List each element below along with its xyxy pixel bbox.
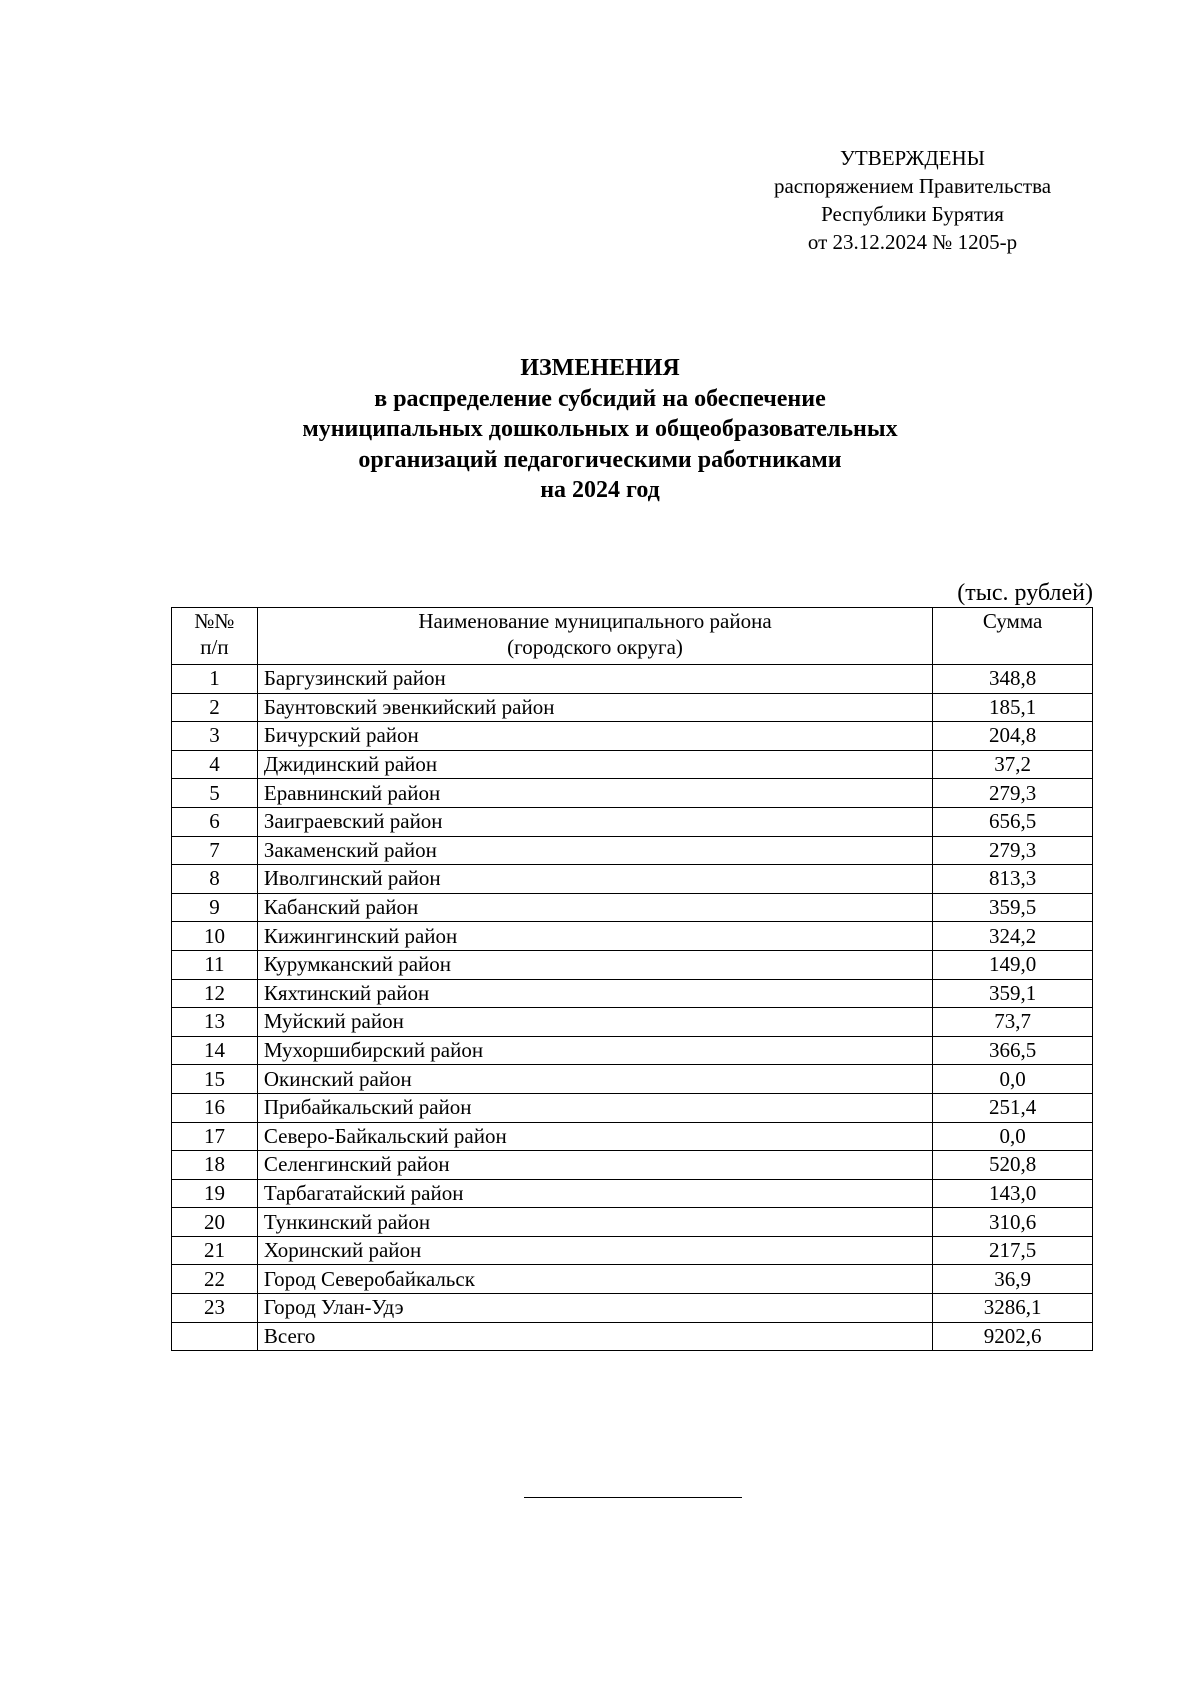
header-name-line: (городского округа) <box>507 635 683 659</box>
row-name: Кяхтинский район <box>257 979 932 1008</box>
row-name: Город Северобайкальск <box>257 1265 932 1294</box>
row-sum: 217,5 <box>933 1236 1093 1265</box>
row-number: 7 <box>172 836 258 865</box>
table-row <box>172 979 1093 1008</box>
header-number-line: №№ <box>194 609 235 633</box>
table-row <box>172 779 1093 808</box>
row-sum: 3286,1 <box>933 1294 1093 1323</box>
row-sum: 204,8 <box>933 722 1093 751</box>
table-row <box>172 750 1093 779</box>
table-row <box>172 722 1093 751</box>
title-line: ИЗМЕНЕНИЯ <box>520 355 680 381</box>
row-number: 4 <box>172 750 258 779</box>
row-number: 23 <box>172 1294 258 1323</box>
row-sum: 279,3 <box>933 779 1093 808</box>
table-row <box>172 1093 1093 1122</box>
approval-line: распоряжением Правительства <box>773 174 1052 198</box>
row-sum: 348,8 <box>933 665 1093 694</box>
row-number: 22 <box>172 1265 258 1294</box>
row-name: Прибайкальский район <box>257 1093 932 1122</box>
title-line: организаций педагогическими работниками <box>358 446 842 473</box>
row-name: Бичурский район <box>257 722 932 751</box>
row-name: Селенгинский район <box>257 1151 932 1180</box>
header-name-line: Наименование муниципального района <box>418 609 772 633</box>
row-name: Тункинский район <box>257 1208 932 1237</box>
row-name: Баргузинский район <box>257 665 932 694</box>
approval-line: УТВЕРЖДЕНЫ <box>840 146 985 170</box>
row-sum: 324,2 <box>933 922 1093 951</box>
row-sum: 0,0 <box>933 1122 1093 1151</box>
table-total-row <box>172 1322 1093 1351</box>
row-number: 21 <box>172 1236 258 1265</box>
table-row <box>172 922 1093 951</box>
row-number: 16 <box>172 1093 258 1122</box>
row-number: 5 <box>172 779 258 808</box>
row-name: Курумканский район <box>257 950 932 979</box>
row-sum: 251,4 <box>933 1093 1093 1122</box>
row-number: 19 <box>172 1179 258 1208</box>
row-sum: 143,0 <box>933 1179 1093 1208</box>
row-name: Всего <box>257 1322 932 1351</box>
row-sum: 359,5 <box>933 893 1093 922</box>
document-title <box>150 353 1050 506</box>
row-number: 17 <box>172 1122 258 1151</box>
table-row <box>172 1036 1093 1065</box>
table-row <box>172 693 1093 722</box>
table-row <box>172 1236 1093 1265</box>
row-number: 13 <box>172 1008 258 1037</box>
row-number: 18 <box>172 1151 258 1180</box>
approval-stamp <box>740 144 1085 256</box>
row-sum: 73,7 <box>933 1008 1093 1037</box>
row-number: 6 <box>172 807 258 836</box>
table-row <box>172 665 1093 694</box>
row-name: Хоринский район <box>257 1236 932 1265</box>
row-sum: 359,1 <box>933 979 1093 1008</box>
subsidy-table <box>171 607 1093 1351</box>
row-name: Муйский район <box>257 1008 932 1037</box>
row-number: 2 <box>172 693 258 722</box>
row-sum: 0,0 <box>933 1065 1093 1094</box>
table-body <box>172 665 1093 1351</box>
table-row <box>172 1065 1093 1094</box>
header-name <box>257 608 932 665</box>
row-name: Тарбагатайский район <box>257 1179 932 1208</box>
table-row <box>172 893 1093 922</box>
row-sum: 37,2 <box>933 750 1093 779</box>
row-sum: 813,3 <box>933 865 1093 894</box>
row-sum: 310,6 <box>933 1208 1093 1237</box>
row-name: Северо-Байкальский район <box>257 1122 932 1151</box>
table-row <box>172 836 1093 865</box>
row-sum: 366,5 <box>933 1036 1093 1065</box>
row-number: 15 <box>172 1065 258 1094</box>
row-sum: 656,5 <box>933 807 1093 836</box>
row-sum: 185,1 <box>933 693 1093 722</box>
row-number: 12 <box>172 979 258 1008</box>
header-sum: Сумма <box>933 608 1093 665</box>
end-divider <box>524 1497 742 1498</box>
row-name: Иволгинский район <box>257 865 932 894</box>
table-row <box>172 1122 1093 1151</box>
header-number-line: п/п <box>200 635 229 659</box>
row-sum: 279,3 <box>933 836 1093 865</box>
title-line: на 2024 год <box>540 477 660 503</box>
title-line: в распределение субсидий на обеспечение <box>374 385 826 412</box>
row-number: 10 <box>172 922 258 951</box>
header-number <box>172 608 258 665</box>
row-number: 3 <box>172 722 258 751</box>
table-row <box>172 1294 1093 1323</box>
table-row <box>172 1179 1093 1208</box>
approval-line: Республики Бурятия <box>821 202 1004 226</box>
units-label: (тыс. рублей) <box>957 580 1093 606</box>
table-header-row <box>172 608 1093 665</box>
row-number: 14 <box>172 1036 258 1065</box>
row-sum: 36,9 <box>933 1265 1093 1294</box>
table-row <box>172 865 1093 894</box>
table-row <box>172 1008 1093 1037</box>
row-name: Еравнинский район <box>257 779 932 808</box>
row-number: 11 <box>172 950 258 979</box>
table-row <box>172 807 1093 836</box>
row-name: Заиграевский район <box>257 807 932 836</box>
row-name: Город Улан-Удэ <box>257 1294 932 1323</box>
row-number: 1 <box>172 665 258 694</box>
row-name: Джидинский район <box>257 750 932 779</box>
approval-line: от 23.12.2024 № 1205-р <box>807 230 1018 254</box>
row-name: Баунтовский эвенкийский район <box>257 693 932 722</box>
row-sum: 520,8 <box>933 1151 1093 1180</box>
table-row <box>172 1265 1093 1294</box>
row-number <box>172 1322 258 1351</box>
row-sum: 9202,6 <box>933 1322 1093 1351</box>
table-row <box>172 950 1093 979</box>
title-line: муниципальных дошкольных и общеобразовательных <box>302 416 898 442</box>
row-name: Кижингинский район <box>257 922 932 951</box>
row-name: Закаменский район <box>257 836 932 865</box>
table-row <box>172 1151 1093 1180</box>
row-number: 9 <box>172 893 258 922</box>
row-number: 8 <box>172 865 258 894</box>
row-name: Кабанский район <box>257 893 932 922</box>
row-sum: 149,0 <box>933 950 1093 979</box>
row-number: 20 <box>172 1208 258 1237</box>
row-name: Мухоршибирский район <box>257 1036 932 1065</box>
row-name: Окинский район <box>257 1065 932 1094</box>
table-row <box>172 1208 1093 1237</box>
